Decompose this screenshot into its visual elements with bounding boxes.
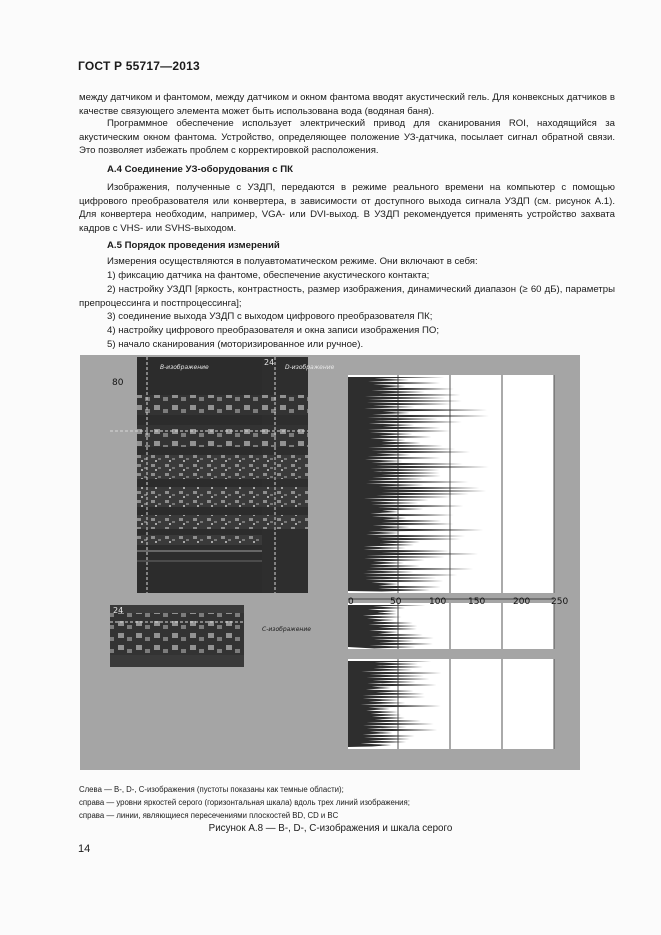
- c-image-panel: [110, 605, 244, 667]
- tick-label: 200: [513, 597, 531, 607]
- list-item: 3) соединение выхода УЗДП с выходом цифрового преобразователя ПК;: [107, 311, 433, 322]
- list-item: 2) настройку УЗДП [яркость, контрастность, размер изображения, динамический диапазон (≥ 60 дБ), параметры препроцессинга и постпроцессинга];: [79, 284, 615, 309]
- d-image-panel: [262, 357, 308, 593]
- section-heading-a5: А.5 Порядок проведения измерений: [107, 240, 280, 251]
- paragraph-connection: Изображения, полученные с УЗДП, передаются в режиме реального времени на компьютер с помощью цифрового преобразователя или конвертера, в зависимости от доступного выхода сигнала УЗДП (см. рисунок А.1). Для конвертера необходим, например, VGA- или DVI-выход. В УЗДП рекомендуется применять устройство захвата кадров с VHS- или SVHS-выходом.: [79, 182, 615, 234]
- gray-level-plot-bottom: [348, 659, 554, 749]
- list-item: 1) фиксацию датчика на фантоме, обеспечение акустического контакта;: [107, 270, 430, 281]
- gray-level-plot-top: [348, 375, 554, 593]
- paragraph-measurement-intro: Измерения осуществляются в полуавтоматическом режиме. Они включают в себя:: [107, 256, 478, 267]
- tick-label: 50: [390, 597, 402, 607]
- figure-note: справа — линии, являющиеся пересечениями плоскостей BD, CD и BC: [79, 811, 339, 820]
- list-item: 4) настройку цифрового преобразователя и окна записи изображения ПО;: [107, 325, 440, 336]
- c-image-depth-label: 24: [113, 606, 124, 615]
- figure-note: справа — уровни яркостей серого (горизонтальная шкала) вдоль трех линий изображения;: [79, 798, 410, 807]
- tick-label: 250: [551, 597, 569, 607]
- figure-caption: Рисунок А.8 — B-, D-, C-изображения и шкала серого: [208, 823, 453, 834]
- b-image-title: B-изображение: [160, 364, 209, 371]
- d-image-title: D-изображение: [285, 364, 335, 371]
- figure-note: Слева — B-, D-, C-изображения (пустоты показаны как темные области);: [79, 785, 344, 794]
- section-heading-a4: А.4 Соединение УЗ-оборудования с ПК: [107, 164, 293, 175]
- page-number: 14: [78, 843, 91, 855]
- c-image-title: C-изображение: [262, 626, 311, 633]
- b-image-depth-label: 80: [112, 378, 124, 388]
- paragraph-software: Программное обеспечение использует электрический привод для сканирования ROI, находящийся за акустическим окном фантома. Устройство, определяющее положение УЗ-датчика, посылает сигнал обратной связи. Это позволяет избежать проблем с корректировкой расположения.: [79, 118, 615, 157]
- tick-label: 0: [348, 597, 354, 607]
- b-image-panel: [110, 357, 270, 593]
- paragraph-gel: между датчиком и фантомом, между датчиком и окном фантома вводят акустический гель. Для конвексных датчиков в качестве связующего элемента может быть использована вода (водяная баня).: [79, 92, 615, 117]
- gray-level-plot-middle: [348, 603, 554, 649]
- tick-label: 150: [468, 597, 486, 607]
- list-item: 5) начало сканирования (моторизированное или ручное).: [107, 339, 364, 350]
- tick-label: 100: [429, 597, 447, 607]
- d-image-depth-label: 24: [264, 358, 275, 367]
- document-header: ГОСТ Р 55717—2013: [78, 59, 200, 73]
- figure-bdc-images: [80, 355, 580, 770]
